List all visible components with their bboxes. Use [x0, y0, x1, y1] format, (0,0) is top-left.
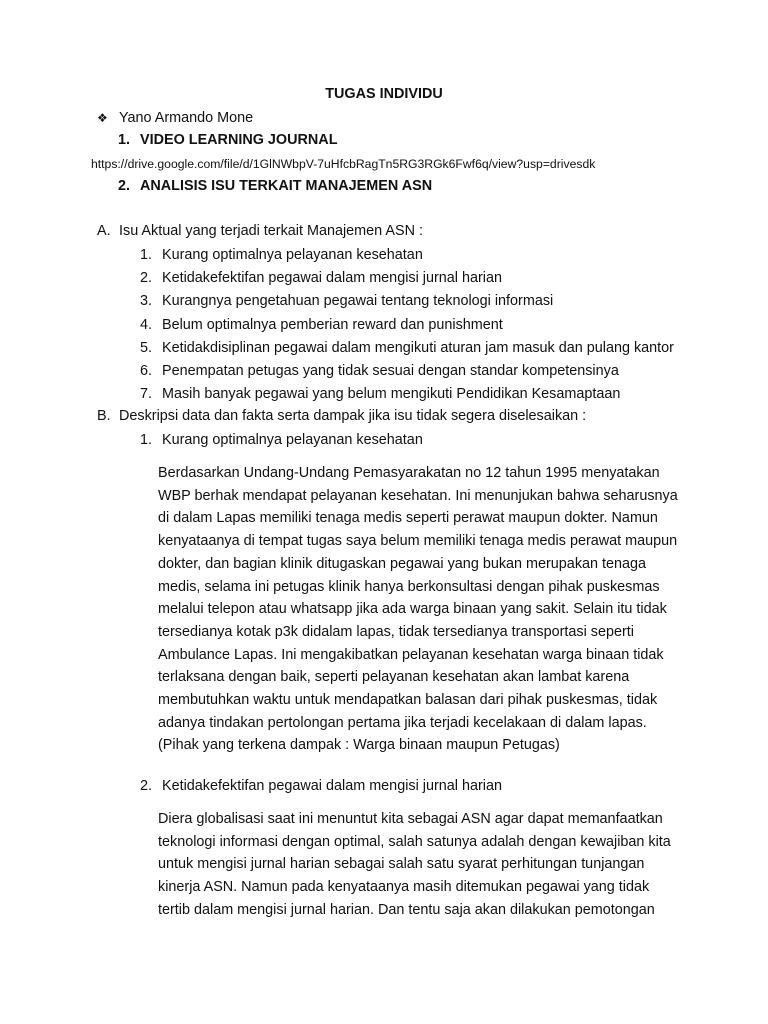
list-item	[140, 246, 423, 264]
list-item-text: Kurang optimalnya pelayanan kesehatan	[162, 247, 423, 263]
paragraph-line: kinerja ASN. Namun pada kenyataanya masih ditemukan pegawai yang tidak	[158, 879, 650, 896]
part-b-item-1-title: Kurang optimalnya pelayanan kesehatan	[162, 432, 423, 448]
list-item-text: Belum optimalnya pemberian reward dan punishment	[162, 317, 503, 333]
section-1-number: 1.	[118, 132, 131, 148]
part-b-letter: B.	[97, 408, 111, 424]
list-item-text: Penempatan petugas yang tidak sesuai dengan standar kompetensinya	[162, 363, 619, 379]
paragraph-line: di dalam Lapas memiliki tenaga medis seperti perawat maupun dokter. Namun	[158, 510, 658, 527]
paragraph-line: tertib dalam mengisi jurnal harian. Dan tentu saja akan dilakukan pemotongan	[158, 901, 655, 918]
paragraph-line: medis, selama ini petugas klinik hanya berkonsultasi dengan pihak puskesmas	[158, 578, 660, 595]
part-a-title: Isu Aktual yang terjadi terkait Manajemen ASN :	[119, 223, 423, 239]
paragraph-line: terlaksana dengan baik, seperti pelayanan kesehatan akan lambat karena	[158, 669, 630, 686]
diamond-bullet-icon: ❖	[97, 111, 108, 125]
section-1-heading	[118, 131, 338, 149]
part-b-item-2-paragraph	[158, 808, 678, 922]
part-b-item-1-number: 1.	[140, 432, 153, 448]
list-item-text: Ketidakdisiplinan pegawai dalam mengikuti aturan jam masuk dan pulang kantor	[162, 340, 674, 356]
list-item-number: 3.	[140, 293, 153, 309]
drive-link[interactable]: https://drive.google.com/file/d/1GlNWbpV-7uHfcbRagTn5RG3RGk6Fwf6q/view?usp=drivesdk	[91, 157, 596, 171]
list-item	[140, 292, 553, 310]
list-item	[140, 316, 503, 334]
paragraph-line: (Pihak yang terkena dampak : Warga binaan maupun Petugas)	[158, 737, 560, 754]
paragraph-line: dokter, dan bagian klinik ditugaskan pegawai yang bukan merupakan tenaga	[158, 555, 647, 572]
section-2-title: ANALISIS ISU TERKAIT MANAJEMEN ASN	[140, 178, 433, 194]
part-b-heading	[97, 407, 586, 425]
part-b-item-2-number: 2.	[140, 778, 153, 794]
list-item-number: 6.	[140, 363, 153, 379]
list-item-number: 4.	[140, 317, 153, 333]
paragraph-line: kenyataanya di tempat tugas saya belum memiliki tenaga medis perawat maupun	[158, 533, 678, 550]
list-item-number: 1.	[140, 247, 153, 263]
paragraph-line: membutuhkan waktu untuk mendapatkan balasan dari pihak puskesmas, tidak	[158, 692, 658, 709]
paragraph-line: adanya tindakan pertolongan pertama jika terjadi kecelakaan di dalam lapas.	[158, 714, 647, 731]
part-b-title: Deskripsi data dan fakta serta dampak jika isu tidak segera diselesaikan :	[119, 408, 587, 424]
paragraph-line: teknologi informasi dengan optimal, salah satunya adalah dengan kewajiban kita	[158, 833, 671, 850]
list-item	[140, 339, 674, 357]
paragraph-line: WBP berhak mendapat pelayanan kesehatan. Ini menunjukan bahwa seharusnya	[158, 487, 678, 504]
list-item	[140, 269, 502, 287]
part-a-heading	[97, 222, 423, 240]
paragraph-line: Ambulance Lapas. Ini mengakibatkan pelayanan kesehatan warga binaan tidak	[158, 646, 664, 663]
list-item	[140, 362, 619, 380]
list-item-text: Masih banyak pegawai yang belum mengikuti Pendidikan Kesamaptaan	[162, 386, 621, 402]
author-name: Yano Armando Mone	[119, 110, 254, 126]
paragraph-line: Diera globalisasi saat ini menuntut kita sebagai ASN agar dapat memanfaatkan	[158, 811, 663, 827]
paragraph-line: melalui telepon atau whatsapp jika ada warga binaan yang sakit. Selain itu tidak	[158, 601, 667, 618]
part-a-letter: A.	[97, 223, 111, 239]
list-item-number: 5.	[140, 340, 153, 356]
part-b-item-1-heading	[140, 431, 423, 449]
paragraph-line: Berdasarkan Undang-Undang Pemasyarakatan no 12 tahun 1995 menyatakan	[158, 465, 660, 481]
list-item	[140, 385, 620, 403]
list-item-number: 2.	[140, 270, 153, 286]
list-item-text: Ketidakefektifan pegawai dalam mengisi jurnal harian	[162, 270, 502, 286]
part-b-item-2-title: Ketidakefektifan pegawai dalam mengisi jurnal harian	[162, 778, 502, 794]
part-b-item-2-heading	[140, 777, 502, 795]
section-1-title: VIDEO LEARNING JOURNAL	[140, 132, 338, 148]
section-2-heading	[118, 177, 432, 195]
list-item-text: Kurangnya pengetahuan pegawai tentang teknologi informasi	[162, 293, 554, 309]
paragraph-line: untuk mengisi jurnal harian sebagai salah satu syarat perhitungan tunjangan	[158, 856, 645, 873]
document-title: TUGAS INDIVIDU	[325, 86, 443, 102]
section-2-number: 2.	[118, 178, 131, 194]
part-b-item-1-paragraph	[158, 462, 678, 757]
list-item-number: 7.	[140, 386, 153, 402]
author-line	[97, 109, 253, 127]
paragraph-line: tersedianya kotak p3k didalam lapas, tidak tersedianya transportasi seperti	[158, 623, 634, 640]
